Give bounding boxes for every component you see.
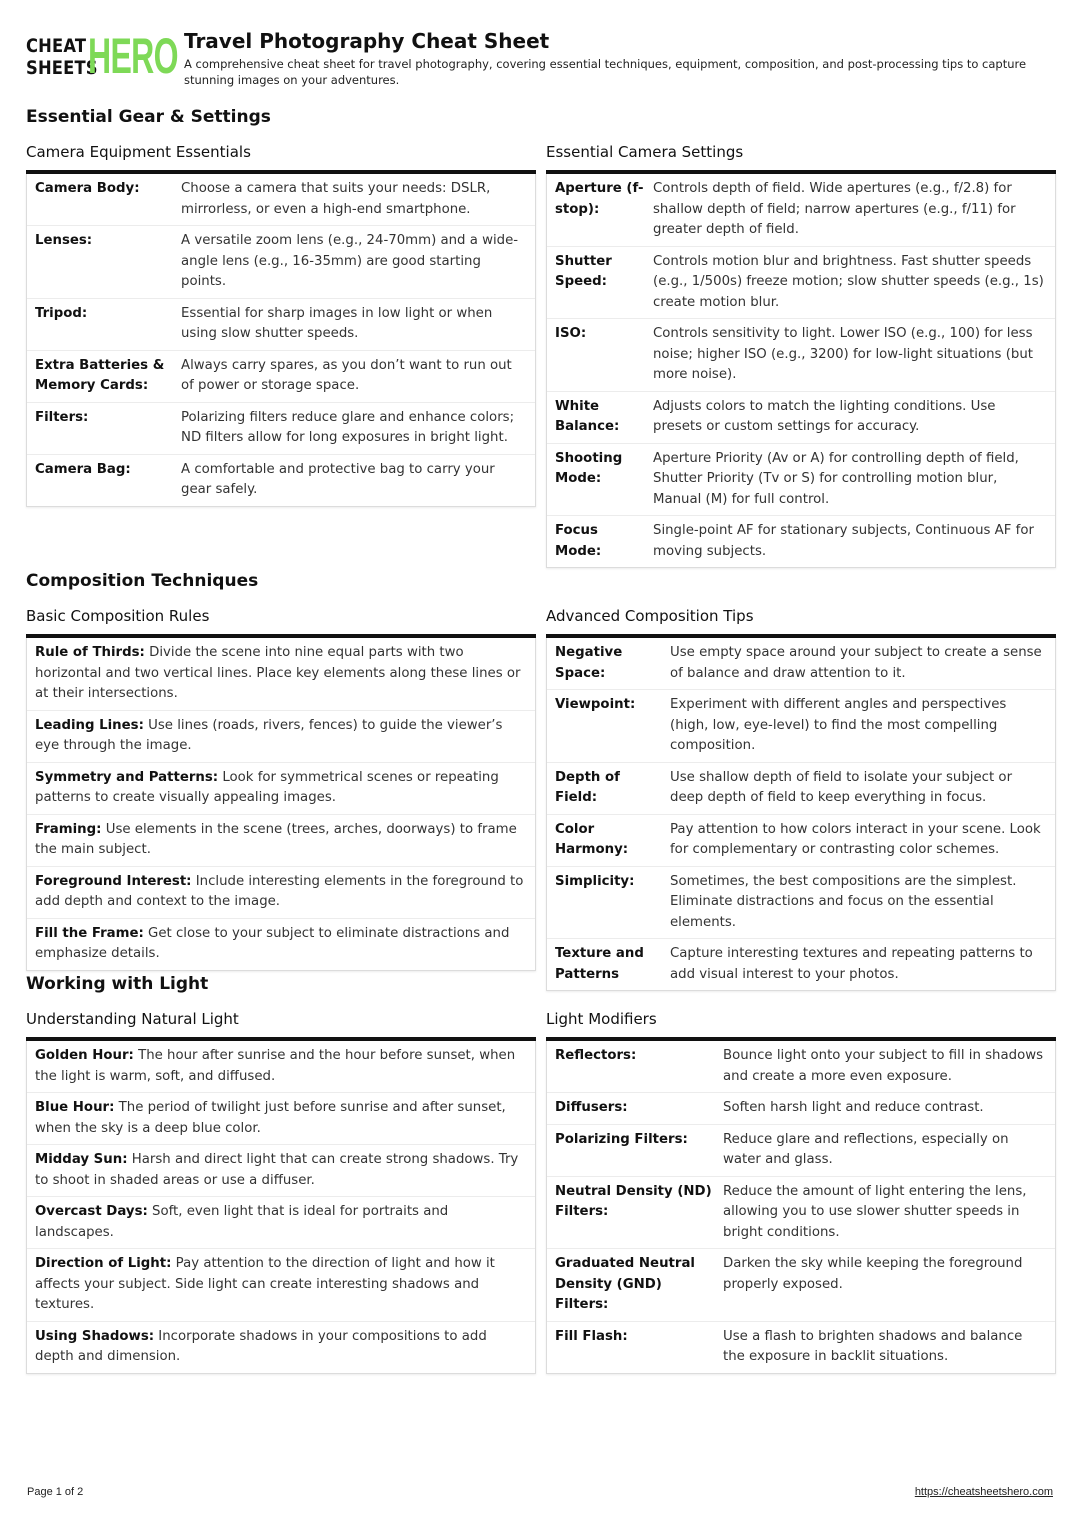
table-row: Simplicity: Sometimes, the best compositions are the simplest. Eliminate distractions and focus on the essential elements. — [547, 867, 1055, 940]
table-row: Polarizing Filters: Reduce glare and reflections, especially on water and glass. — [547, 1125, 1055, 1177]
equipment-table — [26, 174, 536, 507]
table-row: Shutter Speed: Controls motion blur and brightness. Fast shutter speeds (e.g., 1/500s) freeze motion; slow shutter speeds (e.g., 1s) create motion blur. — [547, 247, 1055, 320]
card-advanced-composition — [546, 606, 1056, 991]
settings-table — [546, 174, 1056, 568]
table-row: Neutral Density (ND) Filters: Reduce the amount of light entering the lens, allowing you to use slower shutter speeds in bright conditions. — [547, 1177, 1055, 1250]
card-basic-composition — [26, 606, 536, 971]
list-item: Blue Hour: The period of twilight just before sunrise and after sunset, when the sky is a deep blue color. — [27, 1093, 535, 1145]
table-row: Depth of Field: Use shallow depth of field to isolate your subject or deep depth of field to keep everything in focus. — [547, 763, 1055, 815]
section-title-composition: Composition Techniques — [26, 571, 259, 591]
table-row: Aperture (f-stop): Controls depth of field. Wide apertures (e.g., f/2.8) for shallow depth of field; narrow apertures (e.g., f/11) for greater depth of field. — [547, 174, 1055, 247]
natural-light-list — [26, 1041, 536, 1374]
list-item: Midday Sun: Harsh and direct light that can create strong shadows. Try to shoot in shaded areas or use a diffuser. — [27, 1145, 535, 1197]
logo-text-sheets: SHEETS — [26, 57, 98, 79]
card-title: Advanced Composition Tips — [546, 606, 1056, 638]
card-camera-settings — [546, 142, 1056, 568]
page-description: A comprehensive cheat sheet for travel photography, covering essential techniques, equipment, composition, and post-processing tips to capture stunning images on your adventures. — [184, 57, 1027, 87]
card-title: Light Modifiers — [546, 1009, 1056, 1041]
table-row: Tripod: Essential for sharp images in low light or when using slow shutter speeds. — [27, 299, 535, 351]
table-row: Graduated Neutral Density (GND) Filters: Darken the sky while keeping the foreground properly exposed. — [547, 1249, 1055, 1322]
list-item: Fill the Frame: Get close to your subject to eliminate distractions and emphasize details. — [35, 925, 510, 961]
logo-wordmark — [26, 35, 98, 79]
logo-text-cheat: CHEAT — [26, 35, 87, 57]
card-title: Essential Camera Settings — [546, 142, 1056, 174]
section-title-gear: Essential Gear & Settings — [26, 107, 271, 127]
table-row: Filters: Polarizing filters reduce glare and enhance colors; ND filters allow for long exposures in bright light. — [27, 403, 535, 455]
page-header — [26, 28, 1056, 90]
list-item: Overcast Days: Soft, even light that is ideal for portraits and landscapes. — [27, 1197, 535, 1249]
table-row: Texture and Patterns Capture interesting textures and repeating patterns to add visual interest to your photos. — [555, 946, 1033, 982]
table-row: Extra Batteries & Memory Cards: Always carry spares, as you don’t want to run out of power or storage space. — [27, 351, 535, 403]
list-item: Golden Hour: The hour after sunrise and the hour before sunset, when the light is warm, soft, and diffused. — [27, 1041, 535, 1093]
table-row: Camera Bag: A comfortable and protective bag to carry your gear safely. — [35, 461, 495, 497]
light-modifiers-table — [546, 1041, 1056, 1374]
table-row: ISO: Controls sensitivity to light. Lower ISO (e.g., 100) for less noise; higher ISO (e.g., 3200) for low-light situations (but more noise). — [547, 319, 1055, 392]
page-number: Page 1 of 2 — [27, 1486, 84, 1498]
table-row: Shooting Mode: Aperture Priority (Av or A) for controlling depth of field, Shutter Priority (Tv or S) for controlling motion blur, Manual (M) for full control. — [547, 444, 1055, 517]
list-item: Leading Lines: Use lines (roads, rivers, fences) to guide the viewer’s eye through the image. — [27, 711, 535, 763]
card-title: Camera Equipment Essentials — [26, 142, 536, 174]
page-title: Travel Photography Cheat Sheet — [184, 29, 550, 53]
table-row: Diffusers: Soften harsh light and reduce contrast. — [547, 1093, 1055, 1125]
section-title-light: Working with Light — [26, 974, 209, 994]
basic-composition-list — [26, 638, 536, 971]
cheatsheetshero-logo[interactable] — [26, 28, 178, 84]
card-title: Basic Composition Rules — [26, 606, 536, 638]
card-light-modifiers — [546, 1009, 1056, 1374]
table-row: Color Harmony: Pay attention to how colors interact in your scene. Look for complementary or contrasting color schemes. — [547, 815, 1055, 867]
table-row: Reflectors: Bounce light onto your subject to fill in shadows and create a more even exposure. — [547, 1041, 1055, 1093]
table-row: Viewpoint: Experiment with different angles and perspectives (high, low, eye-level) to find the most compelling composition. — [547, 690, 1055, 763]
list-item: Direction of Light: Pay attention to the direction of light and how it affects your subject. Side light can create interesting shadows and textures. — [27, 1249, 535, 1322]
table-row: White Balance: Adjusts colors to match the lighting conditions. Use presets or custom settings for accuracy. — [547, 392, 1055, 444]
card-camera-equipment — [26, 142, 536, 507]
advanced-composition-table — [546, 638, 1056, 991]
list-item: Rule of Thirds: Divide the scene into nine equal parts with two horizontal and two vertical lines. Place key elements along these lines or at their intersections. — [27, 638, 535, 711]
card-natural-light — [26, 1009, 536, 1374]
list-item: Foreground Interest: Include interesting elements in the foreground to add depth and context to the image. — [27, 867, 535, 919]
card-title: Understanding Natural Light — [26, 1009, 536, 1041]
table-row: Lenses: A versatile zoom lens (e.g., 24-70mm) and a wide-angle lens (e.g., 16-35mm) are good starting points. — [27, 226, 535, 299]
site-link[interactable]: https://cheatsheetshero.com — [914, 1486, 1053, 1498]
logo-text-hero: HERO — [88, 28, 178, 84]
list-item: Symmetry and Patterns: Look for symmetrical scenes or repeating patterns to create visually appealing images. — [27, 763, 535, 815]
list-item: Using Shadows: Incorporate shadows in your compositions to add depth and dimension. — [35, 1328, 487, 1364]
table-row: Camera Body: Choose a camera that suits your needs: DSLR, mirrorless, or even a high-end smartphone. — [27, 174, 535, 226]
table-row: Fill Flash: Use a flash to brighten shadows and balance the exposure in backlit situations. — [555, 1328, 1023, 1364]
table-row: Focus Mode: Single-point AF for stationary subjects, Continuous AF for moving subjects. — [555, 523, 1034, 559]
list-item: Framing: Use elements in the scene (trees, arches, doorways) to frame the main subject. — [27, 815, 535, 867]
table-row: Negative Space: Use empty space around your subject to create a sense of balance and draw attention to it. — [547, 638, 1055, 690]
